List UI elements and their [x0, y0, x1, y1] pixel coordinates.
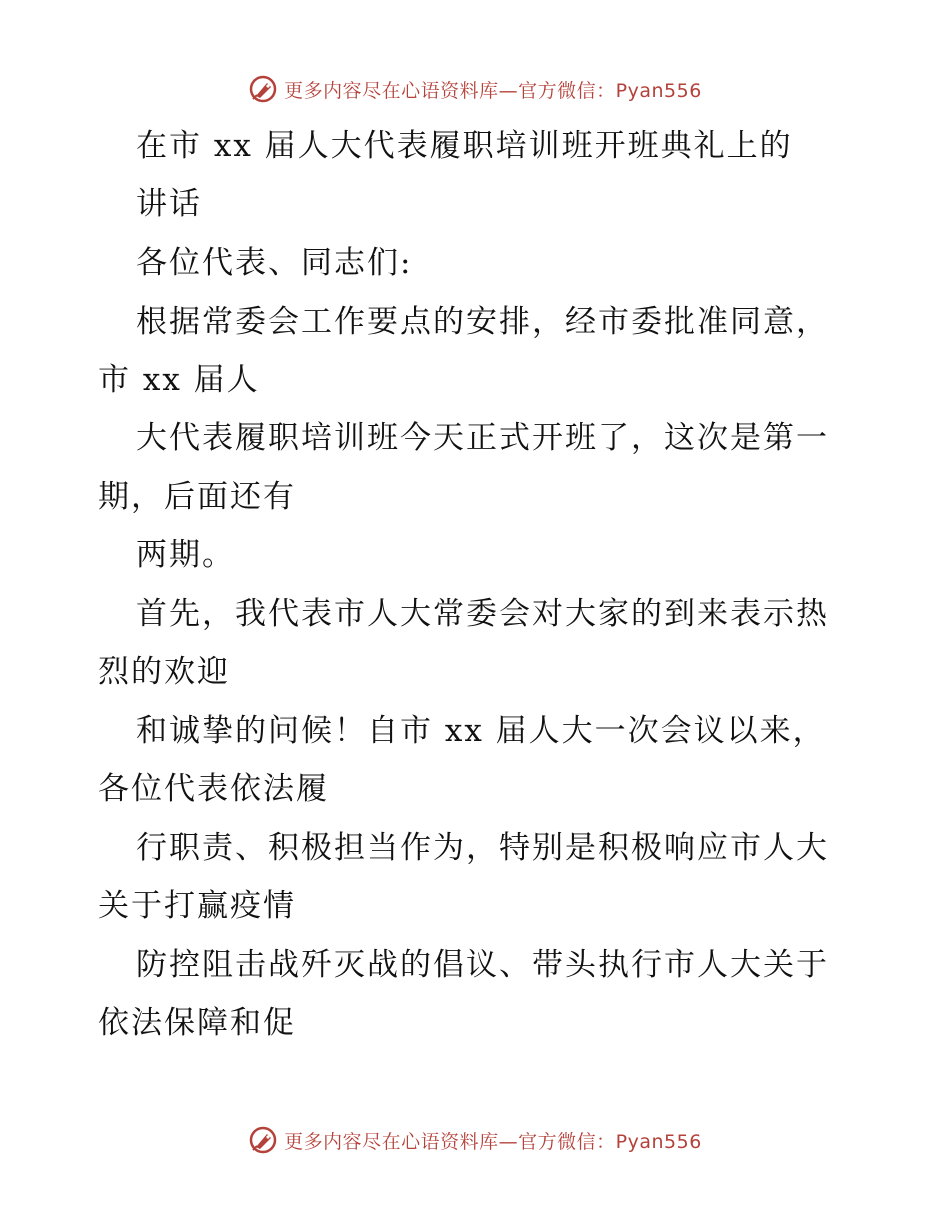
body-line: 大代表履职培训班今天正式开班了，这次是第一	[136, 420, 829, 456]
body-line: 和诚挚的问候！自市 xx 届人大一次会议以来，	[136, 713, 826, 749]
body-line: 期，后面还有	[98, 479, 296, 515]
body-line: 烈的欢迎	[98, 654, 230, 690]
body-line: 防控阻击战歼灭战的倡议、带头执行市人大关于	[136, 947, 829, 983]
footer-banner	[0, 1123, 950, 1157]
body-line: 根据常委会工作要点的安排，经市委批准同意，	[136, 304, 829, 340]
body-line: 各位代表依法履	[98, 771, 329, 807]
pen-nib-logo-icon	[248, 74, 278, 104]
salutation-line: 各位代表、同志们:	[136, 245, 413, 281]
body-line: 行职责、积极担当作为，特别是积极响应市人大	[136, 830, 829, 866]
body-line: 两期。	[136, 537, 235, 573]
header-banner-text: 更多内容尽在心语资料库—官方微信：Pyan556	[284, 79, 702, 102]
footer-banner-text: 更多内容尽在心语资料库—官方微信：Pyan556	[284, 1130, 702, 1153]
body-line: 依法保障和促	[98, 1005, 296, 1041]
title-line-1: 在市 xx 届人大代表履职培训班开班典礼上的	[136, 128, 793, 164]
body-line: 市 xx 届人	[98, 362, 260, 398]
body-line: 首先，我代表市人大常委会对大家的到来表示热	[136, 596, 829, 632]
header-banner	[0, 72, 950, 106]
body-line: 关于打赢疫情	[98, 888, 296, 924]
title-line-2: 讲话	[136, 186, 202, 222]
pen-nib-logo-icon	[248, 1125, 278, 1155]
